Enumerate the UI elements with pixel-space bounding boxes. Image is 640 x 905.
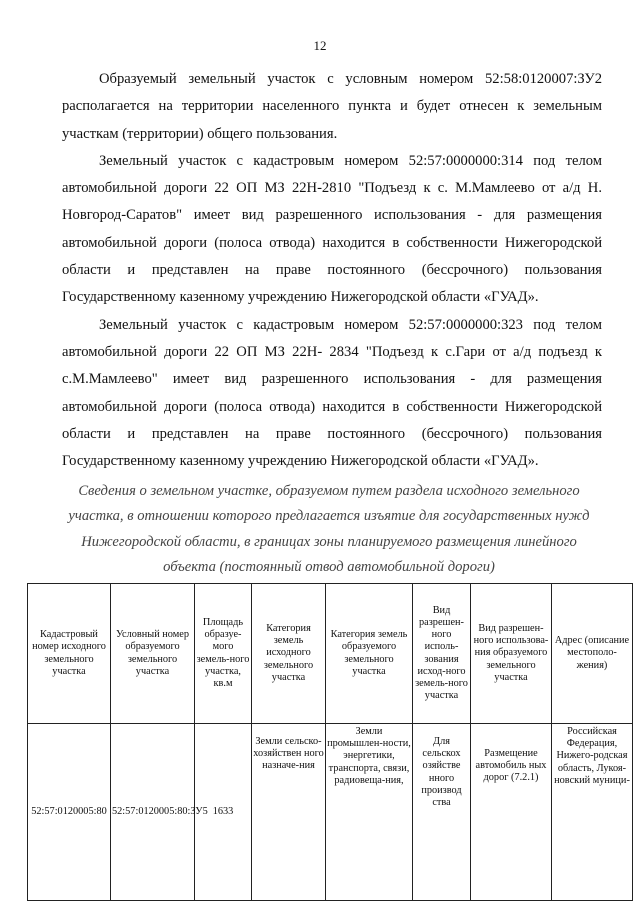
cell-category-formed: Земли промышлен-ности, энергетики, транспорта, связи, радиовеща-ния, [326, 724, 413, 901]
cell-use-formed: Размещение автомобиль ных дорог (7.2.1) [471, 724, 552, 901]
header-address: Адрес (описание местополо-жения) [552, 584, 633, 724]
header-use-source: Вид разрешен-ного исполь-зования исход-ного земель-ного участка [413, 584, 471, 724]
cell-category-source: Земли сельско-хозяйствен ного назначе-ния [252, 724, 326, 901]
header-category-source: Категория земель исходного земельного участка [252, 584, 326, 724]
header-category-formed: Категория земель образуемого земельного участка [326, 584, 413, 724]
header-cadastral-number: Кадастровый номер исходного земельного участка [28, 584, 111, 724]
paragraph-2: Земельный участок с кадастровым номером 52:57:0000000:314 под телом автомобильной дороги 22 ОП МЗ 22Н-2810 "Подъезд к с. М.Мамлеево от а/д Н. Новгород-Саратов" имеет вид разрешенного использования - для размещения автомобильной дороги (полоса отвода) находится в собственности Нижегородской области и представлен на праве постоянного (бессрочного) пользования Государственному казенному учреждению Нижегородской области «ГУАД». [62, 152, 602, 306]
cell-conditional-number: 52:57:0120005:80:ЗУ5 [111, 724, 195, 901]
cell-cadastral-number: 52:57:0120005:80 [28, 724, 111, 901]
header-conditional-number: Условный номер образуемого земельного участка [111, 584, 195, 724]
paragraph-1: Образуемый земельный участок с условным номером 52:58:0120007:ЗУ2 располагается на территории населенного пункта и будет отнесен к земельным участкам (территории) общего пользования. [62, 71, 602, 142]
body-text [62, 66, 602, 475]
page-number: 12 [313, 38, 327, 53]
table-caption: Сведения о земельном участке, образуемом путем раздела исходного земельного участка, в отношении которого предлагается изъятие для государственных нужд Нижегородской области, в границах зоны планируемого размещения линейного объекта (постоянный отвод автомобильной дороги) [68, 483, 590, 576]
header-use-formed: Вид разрешен-ного использова-ния образуемого земельного участка [471, 584, 552, 724]
cell-area: 1633 [195, 724, 252, 901]
cell-address: Российская Федерация, Нижего-родская область, Лукоя-новский муници- [552, 724, 633, 901]
land-plot-table-container [27, 583, 632, 893]
table-row [28, 724, 633, 901]
paragraph-3: Земельный участок с кадастровым номером 52:57:0000000:323 под телом автомобильной дороги 22 ОП МЗ 22Н- 2834 "Подъезд к с.Гари от а/д подъезд к с.М.Мамлеево" имеет вид разрешенного использования - для размещения автомобильной дороги (полоса отвода) находится в собственности Нижегородской области и представлен на праве постоянного (бессрочного) пользования Государственному казенному учреждению Нижегородской области «ГУАД». [62, 316, 602, 470]
cell-use-source: Для сельскох озяйстве нного производ ства [413, 724, 471, 901]
header-area: Площадь образуе-мого земель-ного участка, кв.м [195, 584, 252, 724]
table-header-row [28, 584, 633, 724]
land-plot-table [27, 583, 633, 901]
